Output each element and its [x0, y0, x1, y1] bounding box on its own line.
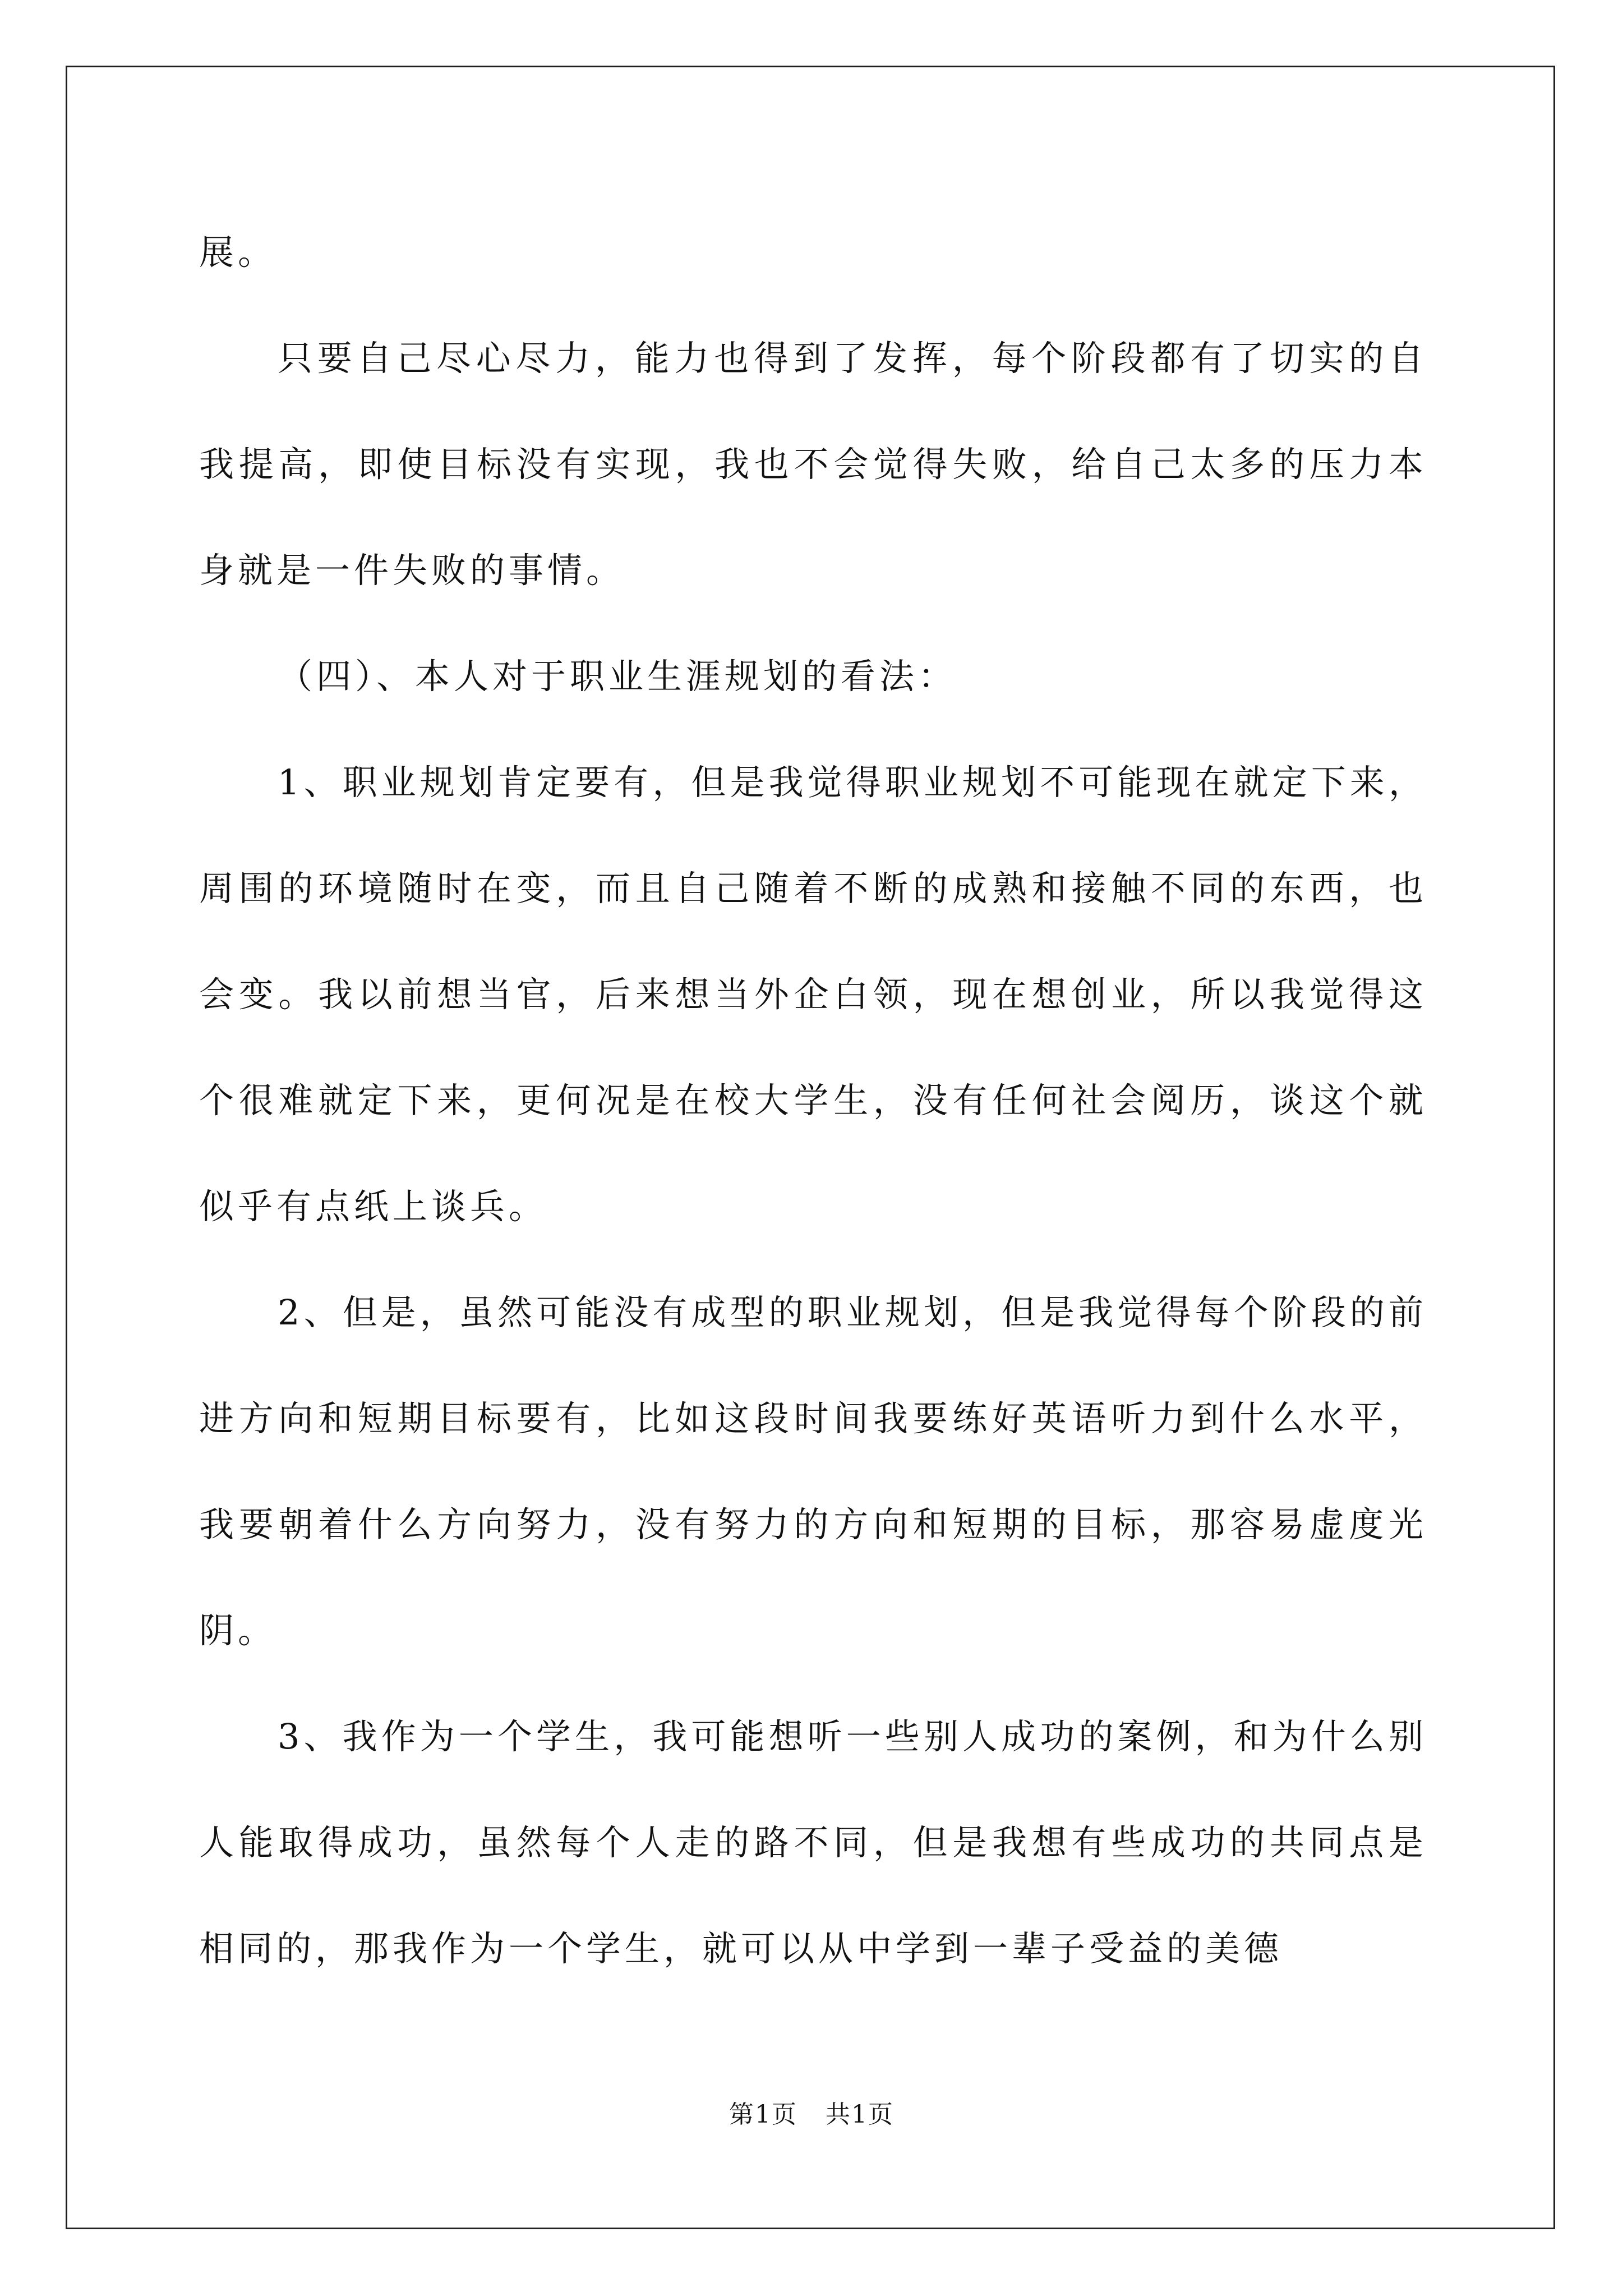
paragraph: 1、职业规划肯定要有，但是我觉得职业规划不可能现在就定下来，周围的环境随时在变，而且自己随着不断的成熟和接触不同的东西，也会变。我以前想当官，后来想当外企白领，现在想创业，所以我觉得这个很难就定下来，更何况是在校大学生，没有任何社会阅历，谈这个就似乎有点纸上谈兵。 — [199, 762, 1427, 1227]
page-number: 第1页 — [729, 2100, 797, 2129]
section-heading: （四）、本人对于职业生涯规划的看法： — [278, 656, 957, 697]
page-footer — [0, 2098, 1623, 2132]
paragraph: 只要自己尽心尽力，能力也得到了发挥，每个阶段都有了切实的自我提高，即使目标没有实现，我也不会觉得失败，给自己太多的压力本身就是一件失败的事情。 — [199, 338, 1427, 591]
paragraph: 展。 — [199, 232, 277, 273]
document-body — [199, 199, 1427, 2001]
page-total: 共1页 — [826, 2100, 894, 2129]
paragraph: 3、我作为一个学生，我可能想听一些别人成功的案例，和为什么别人能取得成功，虽然每个人走的路不同，但是我想有些成功的共同点是相同的，那我作为一个学生，就可以从中学到一辈子受益的美德 — [199, 1716, 1427, 1969]
paragraph: 2、但是，虽然可能没有成型的职业规划，但是我觉得每个阶段的前进方向和短期目标要有，比如这段时间我要练好英语听力到什么水平，我要朝着什么方向努力，没有努力的方向和短期的目标，那容易虚度光阴。 — [199, 1292, 1427, 1651]
